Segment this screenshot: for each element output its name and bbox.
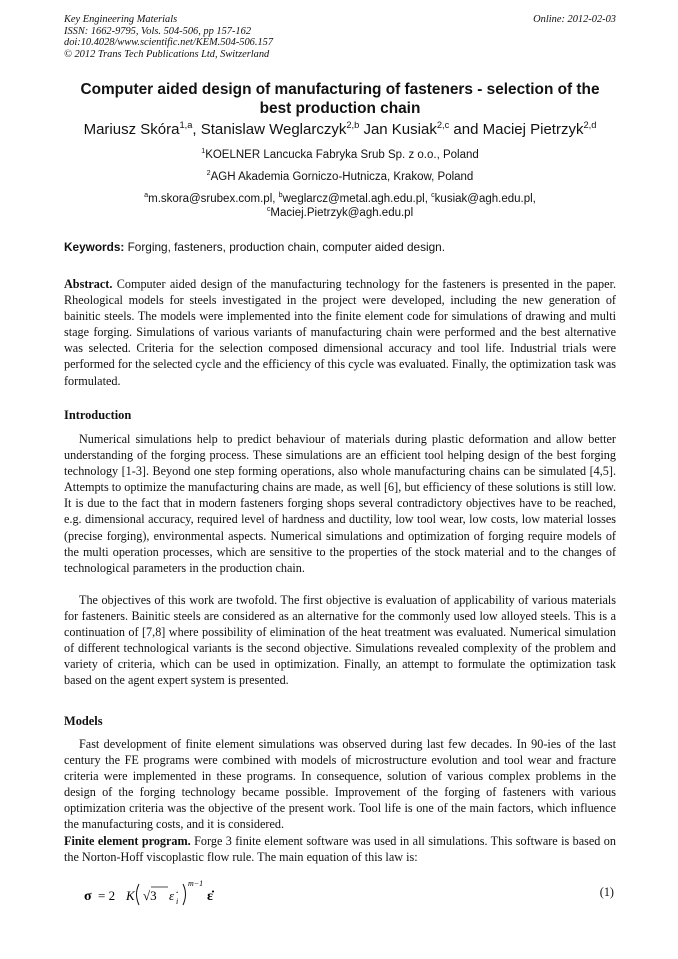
affiliation-sup: 1 [201,147,206,156]
email-block [64,192,616,220]
email-sup: c [266,205,271,214]
eq-strain-rate-i: ε̇ [169,888,175,903]
models-paragraph-2 [64,833,616,865]
eq-subscript-i: i [176,897,179,906]
doi-line: doi:10.4028/www.scientific.net/KEM.504-506.157 [64,37,274,49]
author-sup: 2,b [346,120,360,130]
author-name: Mariusz Skóra [83,121,180,138]
email-link[interactable]: kusiak@agh.edu.pl, [434,193,536,205]
eq-strain-rate: ε̇ [207,889,213,904]
author-sup: 2,c [436,120,450,130]
eq-k: K [126,888,135,903]
issn-line: ISSN: 1662-9795, Vols. 504-506, pp 157-162 [64,25,252,37]
journal-name: Key Engineering Materials [64,14,178,25]
affiliation-text: KOELNER Lancucka Fabryka Srub Sp. z o.o., Poland [205,149,479,161]
email-link[interactable]: weglarcz@metal.agh.edu.pl, [282,193,432,205]
email-sup: a [144,191,149,200]
keywords-label: Keywords: [64,240,125,254]
eq-sqrt3: √3 [143,888,157,903]
author-separator: , [192,121,201,138]
abstract-text: Computer aided design of the manufacturing technology for the fasteners is presented in the paper. Rheological models for steels investigated in the project were developed, including the new generation of bainitic steels. The models were implemented into the finite element code for simulations of drawing and multi stage forging. Simulations of various variants of manufacturing chain were performed and the best alternative was selected. Criteria for the selection composed dimensional accuracy and tool life. Industrial trials were performed for the selected cycle and the efficiency of this cycle was evaluated. Finally, the optimization task was formulated. [64,277,616,388]
online-date: Online: 2012-02-03 [533,14,616,25]
introduction-paragraph-1: Numerical simulations help to predict behaviour of materials during plastic deformation and allow better understanding of the forging process. These simulations are an efficient tool helping design of the best forging technology [1-3]. Beyond one step forming operations, also whole manufacturing chains can be simulated [4,5]. Attempts to optimize the manufacturing chains are made, as well [6], but efficiency of these solutions is still low. It is due to the fact that in modern fasteners forging shops several contradictory objectives have to be reached, e.g. dimensional accuracy, required level of hardness and ductility, low tool wear, low costs, low material losses (precise forging), environmental aspects. Numerical simulations and optimization of forging require models of the multi operation processes, which are sensitive to the properties of the stock material and to the changes of technological parameters in the production chain. [64,432,616,575]
equation-1 [84,874,384,914]
affiliation-text: AGH Akademia Gorniczo-Hutnicza, Krakow, Poland [210,171,474,183]
author-list [64,120,616,140]
introduction-paragraph-2: The objectives of this work are twofold. The first objective is evaluation of applicability of various materials for fasteners. Bainitic steels are considered as an alternative for the commonly used low alloyed steels. This is a continuation of [7,8] where possibility of elimination of the heat treatment was evaluated. Numerical simulation of different technological variants is the second objective. Simulations revealed complexity of the problem and variety of criteria, which can be used in optimization. Finally, an attempt to formulate the optimization task based on the agent expert system is presented. [64,593,616,688]
email-sup: c [431,191,435,200]
email-sup: b [278,191,283,200]
fe-program-label: Finite element program. [64,834,191,848]
author-separator: and [449,121,483,138]
eq-right-paren [183,884,186,905]
author-name: Jan Kusiak [363,121,437,138]
copyright-line: © 2012 Trans Tech Publications Ltd, Switzerland [64,48,270,60]
keywords [64,240,616,254]
affiliation-1 [64,148,616,162]
eq-equals-two: = 2 [98,888,116,903]
affiliation-sup: 2 [206,169,211,178]
keywords-text: Forging, fasteners, production chain, computer aided design. [124,240,445,254]
journal-header [64,14,616,60]
eq-exponent: m−1 [188,879,204,888]
abstract [64,276,616,389]
introduction-heading: Introduction [64,408,132,422]
fe-program-text: Forge 3 finite element software was used in all simulations. This software is based on the Norton-Hoff viscoplastic flow rule. The main equation of this law is: [64,834,616,865]
email-link[interactable]: Maciej.Pietrzyk@agh.edu.pl [270,207,414,219]
paper-title: Computer aided design of manufacturing of fasteners - selection of the best production chain [80,81,600,117]
author-sup: 1,a [179,120,193,130]
email-line-1 [64,192,616,206]
email-link[interactable]: m.skora@srubex.com.pl, [148,193,279,205]
models-heading: Models [64,714,103,728]
author-name: Maciej Pietrzyk [482,121,584,138]
email-line-2 [64,206,616,220]
eq-sigma: σ [84,889,92,904]
equation-number: (1) [599,885,614,899]
author-sup: 2,d [583,120,597,130]
abstract-label: Abstract. [64,277,113,291]
models-paragraph-1: Fast development of finite element simulations was observed during last few decades. In 90-ies of the last century the FE programs were combined with models of microstructure evolution and tool wear and fracture criteria were implemented in these programs. In consequence, solution of various complex problems in the design of the forging technology became possible. Improvement of the forging of fasteners with various optimization criteria was the objective of the present work. Tool life is one of the main factors, which influence the manufacturing costs, and it is considered. [64,737,616,832]
author-name: Stanislaw Weglarczyk [200,121,347,138]
eq-left-paren [137,884,140,905]
affiliation-2 [64,170,616,184]
